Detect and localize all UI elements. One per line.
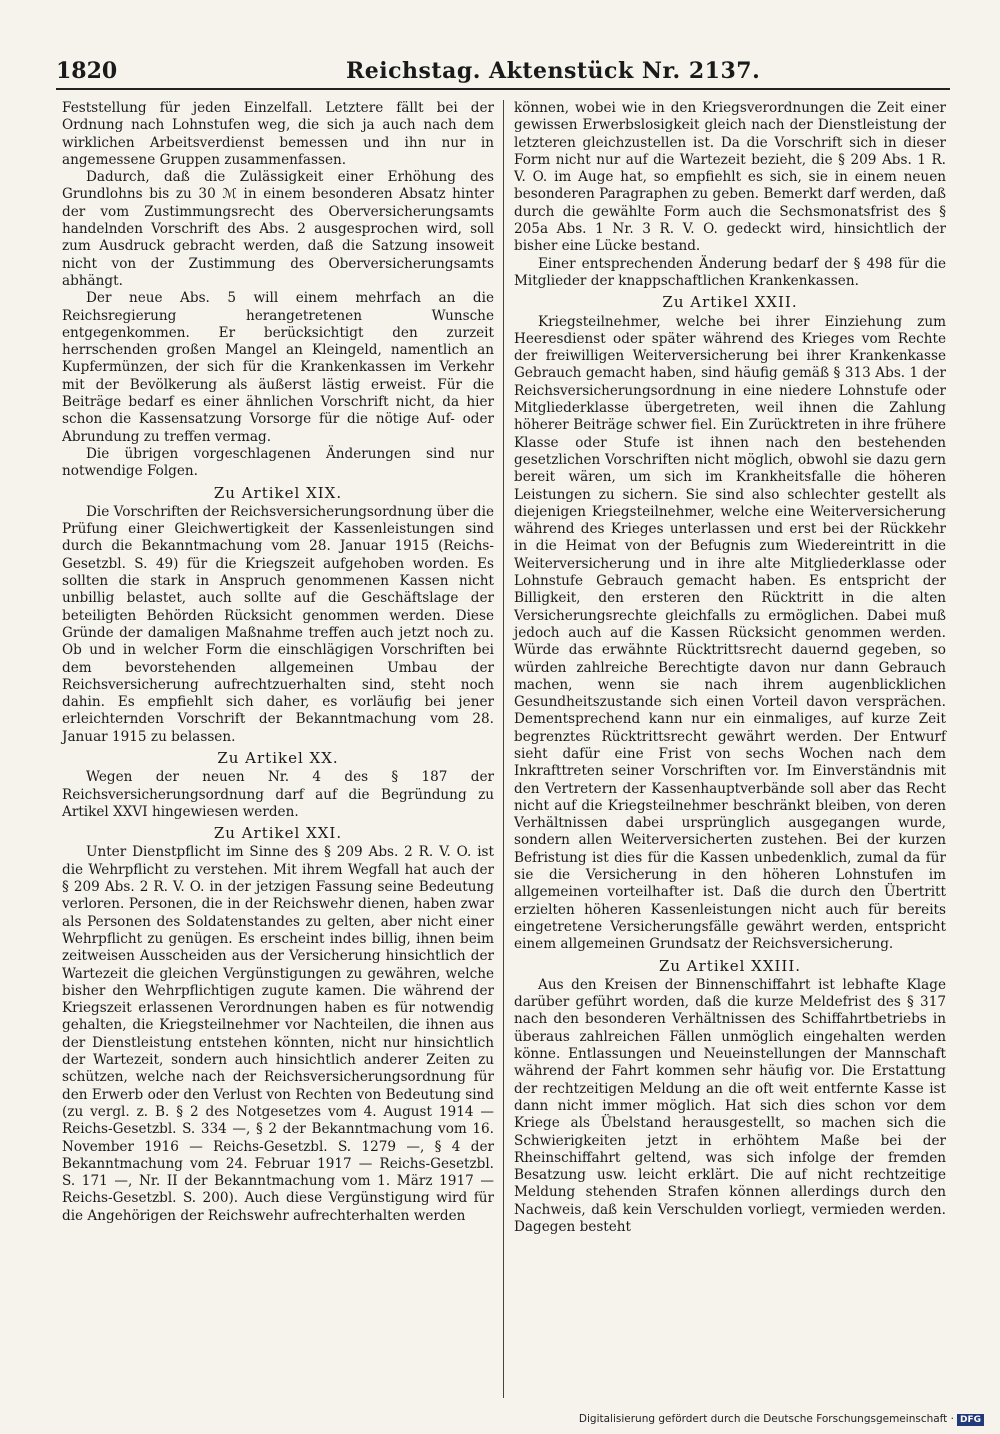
page-number: 1820 (56, 58, 118, 84)
footer-credit (579, 1413, 984, 1426)
paragraph: Die Vorschriften der Reichsversicherungsordnung über die Prüfung einer Gleichwertigkeit der Kassenleistungen sind durch die Bekanntmachung vom 28. Januar 1915 (Reichs-Gesetzbl. S. 49) für die Kriegszeit aufgehoben worden. Es sollten die stark in Anspruch genommenen Kassen nicht unbillig belastet, auch sollte auf die Geschäftslage der beteiligten Behörden Rücksicht genommen werden. Diese Gründe der damaligen Maßnahme treffen auch jetzt noch zu. Ob und in welcher Form die einschlägigen Vorschriften bei dem bevorstehenden allgemeinen Umbau der Reichsversicherung aufrechtzuerhalten sind, steht noch dahin. Es empfiehlt sich daher, es vorläufig bei jener erleichternden Vorschrift der Bekanntmachung vom 28. Januar 1915 zu belassen. (62, 503, 494, 745)
paragraph: können, wobei wie in den Kriegsverordnungen die Zeit einer gewissen Erwerbslosigkeit gleich nach der Dienstleistung der letzteren gleichzustellen ist. Da die Vorschrift sich in dieser Form nicht nur auf die Wartezeit bezieht, die § 209 Abs. 1 R. V. O. im Auge hat, so empfiehlt es sich, sie in einem neuen besonderen Paragraphen zu geben. Bemerkt darf werden, daß durch die gewählte Form auch die Sechsmonatsfrist des § 205a Abs. 1 Nr. 3 R. V. O. gedeckt wird, hinsichtlich der bisher eine Lücke bestand. (514, 100, 946, 255)
paragraph: Kriegsteilnehmer, welche bei ihrer Einziehung zum Heeresdienst oder später während des Krieges vom Rechte der freiwilligen Weiterversicherung bei ihrer Krankenkasse Gebrauch gemacht haben, sind häufig gemäß § 313 Abs. 1 der Reichsversicherungsordnung in eine niedere Lohnstufe oder Mitgliederklasse übergetreten, weil ihnen die Zahlung höherer Beiträge schwer fiel. Ein Zurücktreten in ihre frühere Klasse oder Stufe ist ihnen nach den bestehenden gesetzlichen Vorschriften nicht möglich, obwohl sie dazu gern bereit wären, um sich im Krankheitsfalle die höheren Leistungen zu sichern. Sie sind also schlechter gestellt als diejenigen Kriegsteilnehmer, welche eine Weiterversicherung während des Krieges unterlassen und erst bei der Rückkehr in die Heimat von der Befugnis zum Wiedereintritt in die Weiterversicherung und in ihre alte Mitgliederklasse oder Lohnstufe Gebrauch gemacht haben. Es entspricht der Billigkeit, den ersteren den Rücktritt in die alten Versicherungsrechte gleichfalls zu ermöglichen. Dabei muß jedoch auch auf die Kassen Rücksicht genommen werden. Würde das erwähnte Rücktrittsrecht dauernd gegeben, so würden zahlreiche Berechtigte davon nur dann Gebrauch machen, wenn sie nach ihrem augenblicklichen Gesundheitszustande sich einen Vorteil davon versprächen. Dementsprechend kann nur ein einmaliges, auf kurze Zeit begrenztes Rücktrittsrecht gewährt werden. Der Entwurf sieht dafür eine Frist von sechs Wochen nach dem Inkrafttreten seiner Vorschriften vor. Im Einverständnis mit den Vertretern der Kassenhauptverbände soll aber das Recht nicht auf die Kriegsteilnehmer beschränkt bleiben, von deren Verhältnissen dabei ursprünglich ausgegangen wurde, sondern allen Weiterversicherten zustehen. Bei der kurzen Befristung ist dies für die Kassen unbedenklich, zumal da für sie die Versicherung in den höheren Lohnstufen im allgemeinen vorteilhafter ist. Daß die durch den Übertritt erzielten höheren Kassenleistungen nicht auch für bereits eingetretene Versicherungsfälle gewährt werden, entspricht einem allgemeinen Grundsatz der Reichsversicherung. (514, 313, 946, 953)
footer-text: Digitalisierung gefördert durch die Deutsche Forschungsgemeinschaft · (578, 1413, 954, 1425)
paragraph: Einer entsprechenden Änderung bedarf der § 498 für die Mitglieder der knappschaftlichen Krankenkassen. (514, 255, 946, 289)
page-title: Reichstag. Aktenstück Nr. 2137. (346, 58, 761, 84)
section-heading: Zu Artikel XX. (217, 748, 339, 767)
document-page (56, 58, 950, 1358)
column-divider (503, 100, 504, 1398)
section-heading: Zu Artikel XXII. (662, 293, 798, 312)
paragraph: Wegen der neuen Nr. 4 des § 187 der Reichsversicherungsordnung darf auf die Begründung zu Artikel XXVI hingewiesen werden. (62, 769, 494, 820)
paragraph: Feststellung für jeden Einzelfall. Letztere fällt bei der Ordnung nach Lohnstufen weg, die sich ja auch nach dem wirklichen Arbeitsverdienst bemessen und ihn nur in angemessene Gruppen zusammenfassen. (62, 100, 494, 168)
paragraph: Aus den Kreisen der Binnenschiffahrt ist lebhafte Klage darüber geführt worden, daß die kurze Meldefrist des § 317 nach den besonderen Verhältnissen des Schiffahrtbetriebs in überaus zahlreichen Fällen unmöglich eingehalten werden könne. Entlassungen und Neueinstellungen der Mannschaft während der Fahrt kommen sehr häufig vor. Die Erstattung der rechtzeitigen Meldung an die oft weit entfernte Kasse ist dann nicht immer möglich. Hat sich dies schon vor dem Kriege als Übelstand herausgestellt, so machen sich die Schwierigkeiten jetzt in erhöhtem Maße bei der Rheinschiffahrt geltend, was sich infolge der fremden Besatzung usw. leicht erklärt. Die auf nicht rechtzeitige Meldung stehenden Strafen können allerdings durch den Nachweis, daß kein Verschulden vorliegt, vermieden werden. Dagegen besteht (514, 976, 946, 1235)
paragraph: Unter Dienstpflicht im Sinne des § 209 Abs. 2 R. V. O. ist die Wehrpflicht zu verstehen. Mit ihrem Wegfall hat auch der § 209 Abs. 2 R. V. O. in der jetzigen Fassung seine Bedeutung verloren. Personen, die in der Reichswehr dienen, haben zwar als Personen des Soldatenstandes zu gelten, aber nicht einer Wehrpflicht zu genügen. Es erscheint indes billig, ihnen beim zeitweisen Ausscheiden aus der Versicherung hinsichtlich der Wartezeit die gleichen Vergünstigungen zu gewähren, welche bisher den Wehrpflichtigen zugute kamen. Die während der Kriegszeit erlassenen Verordnungen haben es für notwendig gehalten, die Kriegsteilnehmer vor Nachteilen, die ihnen aus der Dienstleistung entstehen könnten, nicht nur hinsichtlich der Wartezeit, sondern auch hinsichtlich anderer Zeiten zu schützen, welche nach der Reichsversicherungsordnung für den Erwerb oder den Verlust von Rechten von Bedeutung sind (zu vergl. z. B. § 2 des Notgesetzes vom 4. August 1914 — Reichs-Gesetzbl. S. 334 —, § 2 der Bekanntmachung vom 16. November 1916 — Reichs-Gesetzbl. S. 1279 —, § 4 der Bekanntmachung vom 24. Februar 1917 — Reichs-Gesetzbl. S. 171 —, Nr. II der Bekanntmachung vom 1. März 1917 — Reichs-Gesetzbl. S. 200). Auch diese Vergünstigung wird für die Angehörigen der Reichswehr aufrechterhalten werden (62, 844, 494, 1224)
right-column (514, 100, 946, 1236)
left-column (62, 100, 494, 1225)
section-heading: Zu Artikel XXIII. (658, 956, 802, 975)
page-header (56, 58, 950, 90)
paragraph: Der neue Abs. 5 will einem mehrfach an die Reichsregierung herangetretenen Wunsche entgegenkommen. Er berücksichtigt den zurzeit herrschenden großen Mangel an Kleingeld, namentlich an Kupfermünzen, der sich für die Krankenkassen im Verkehr mit der Bevölkerung als äußerst lästig erweist. Für die Beiträge bedarf es einer ähnlichen Vorschrift nicht, da hier schon die Kassensatzung Vorsorge für die nötige Auf- oder Abrundung zu treffen vermag. (62, 290, 494, 445)
section-heading: Zu Artikel XIX. (213, 483, 343, 502)
dfg-logo: DFG (957, 1414, 984, 1426)
paragraph: Die übrigen vorgeschlagenen Änderungen sind nur notwendige Folgen. (62, 445, 494, 480)
section-heading: Zu Artikel XXI. (213, 824, 343, 843)
paragraph: Dadurch, daß die Zulässigkeit einer Erhöhung des Grundlohns bis zu 30 ℳ in einem besonderen Absatz hinter der vom Zustimmungsrecht des Oberversicherungsamts handelnden Vorschrift des Abs. 2 ausgesprochen wird, soll zum Ausdruck gebracht werden, daß die Satzung insoweit nicht von der Zustimmung des Oberversicherungsamts abhängt. (62, 169, 494, 289)
